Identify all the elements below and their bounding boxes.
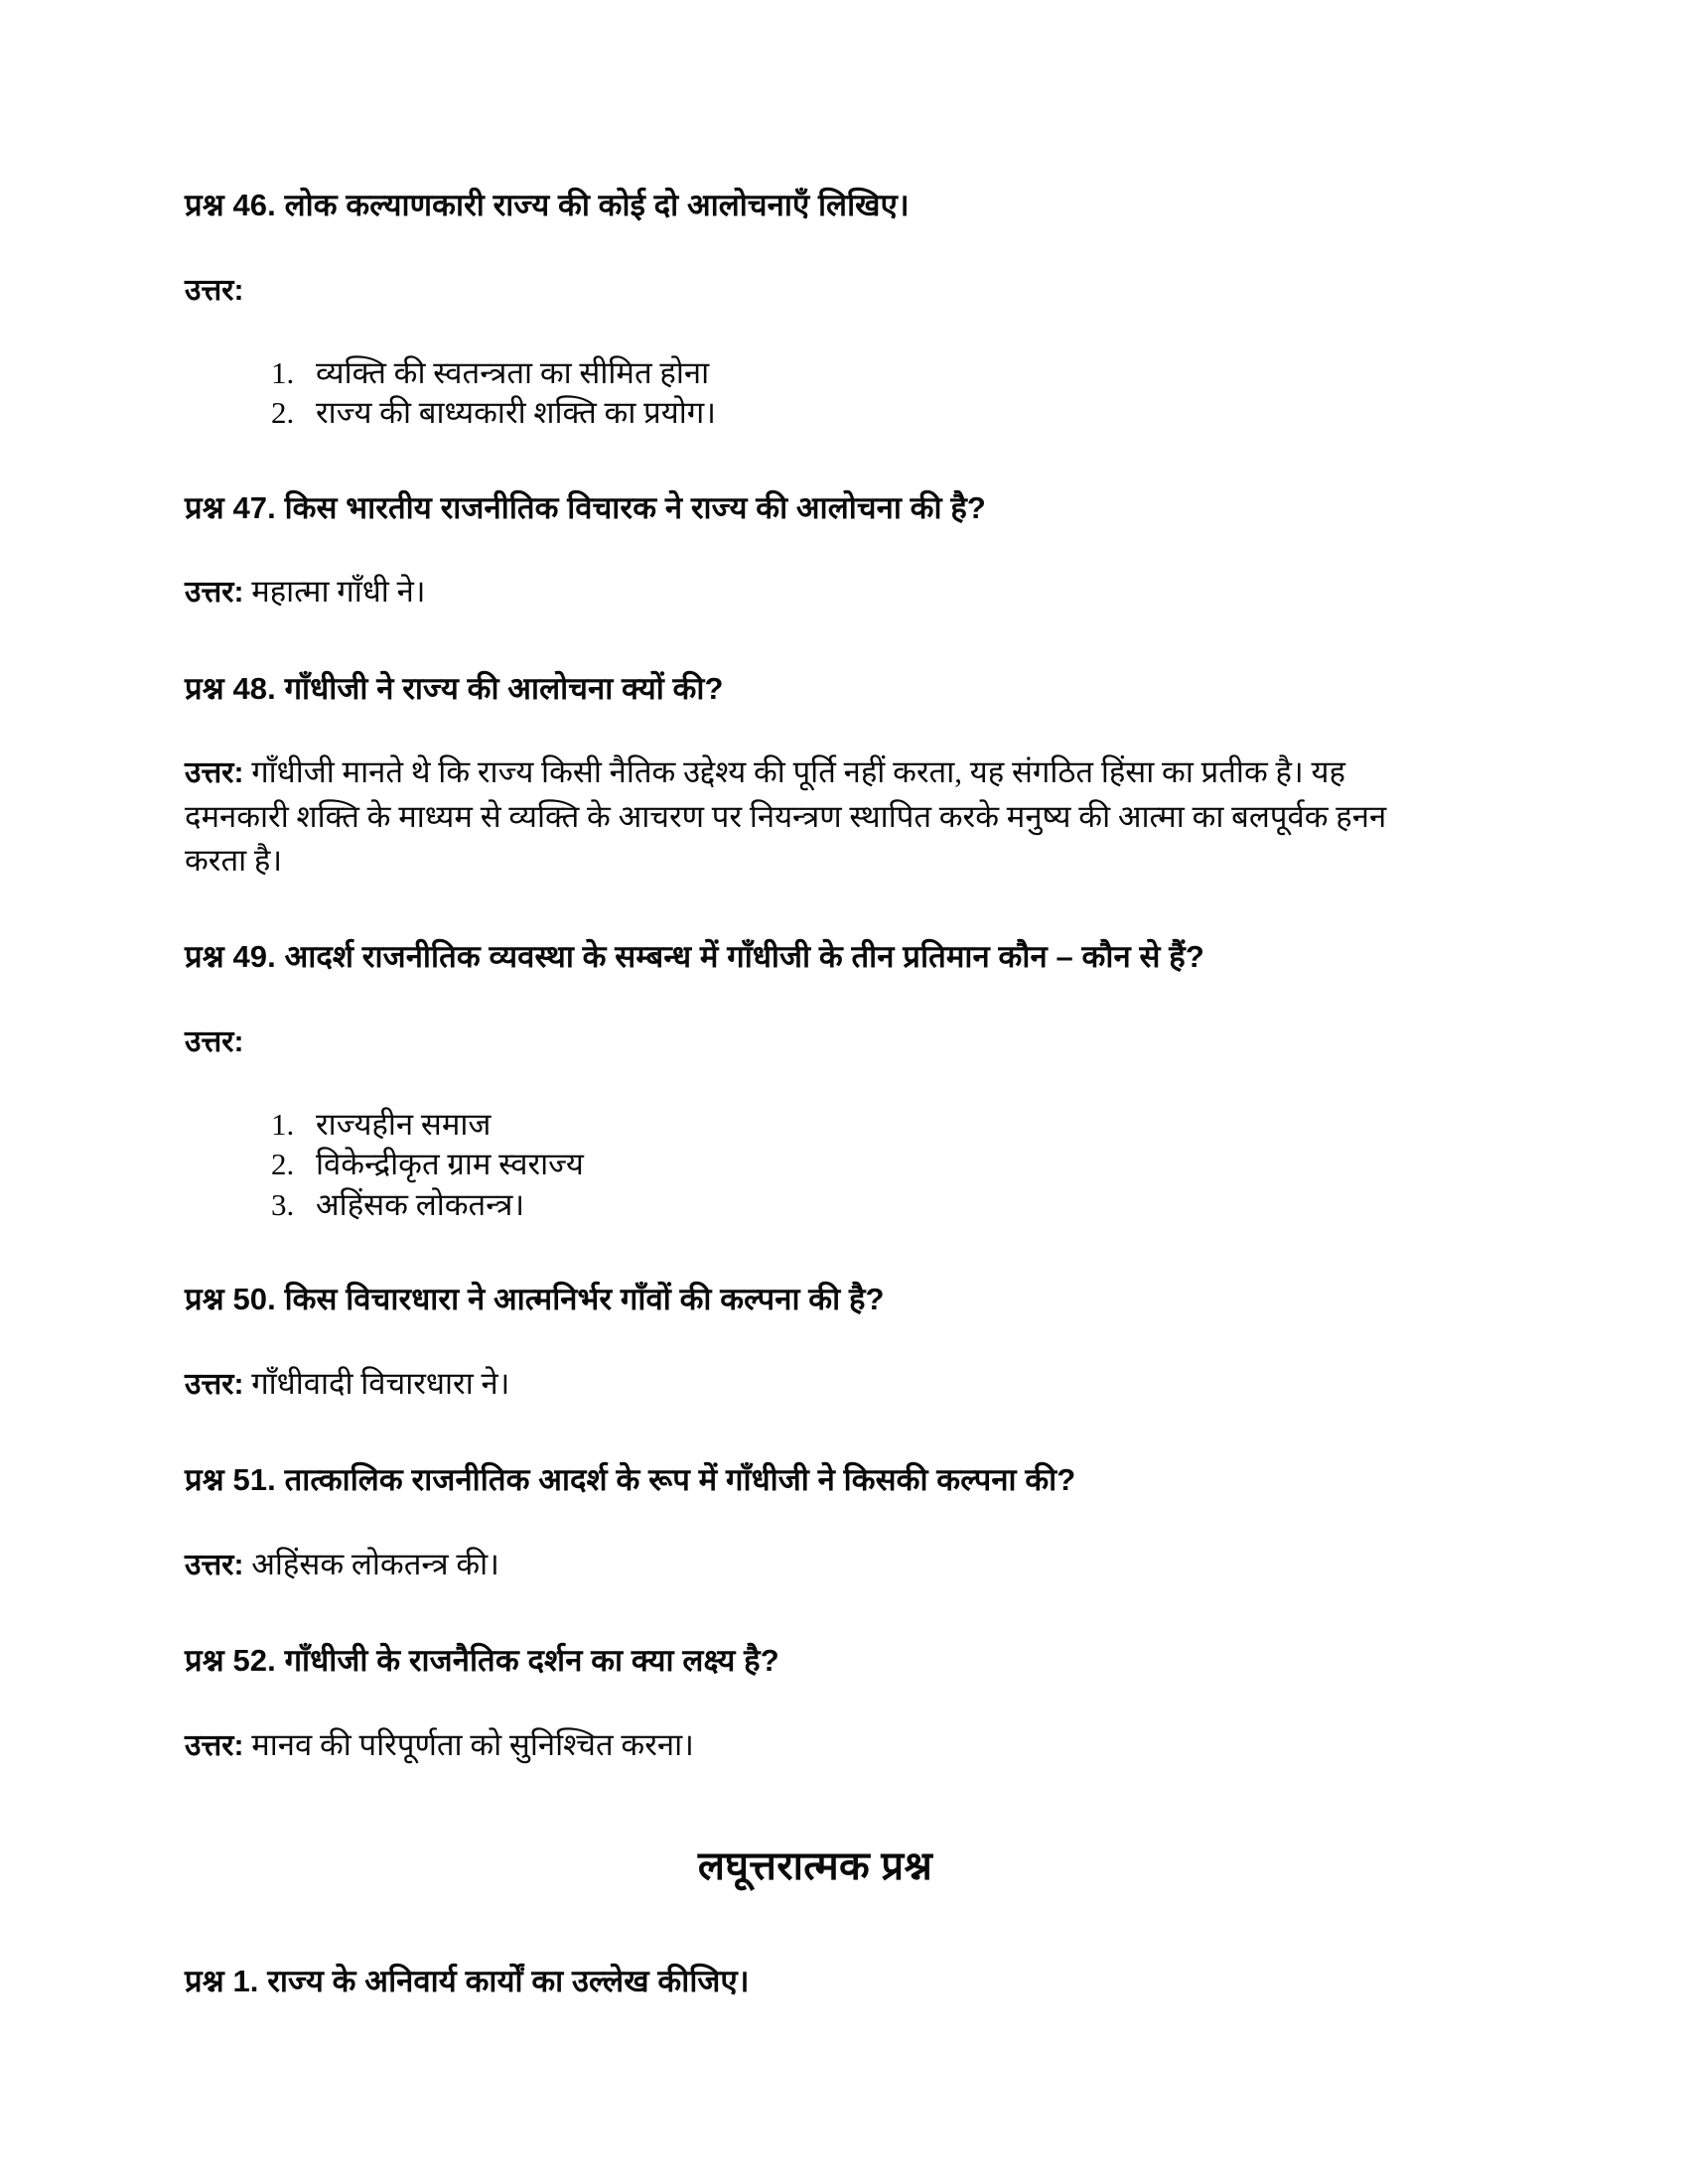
spacer	[185, 1891, 1446, 1961]
answer-body: गाँधीजी मानते थे कि राज्य किसी नैतिक उद्देश्य की पूर्ति नहीं करता, यह संगठित हिंसा का प्रतीक है। यह दमनकारी शक्ति के माध्यम से व्यक्ति के आचरण पर नियन्त्रण स्थापित करके मनुष्य की आत्मा का बलपूर्वक हनन करता है।	[185, 754, 1387, 878]
question-heading-48: प्रश्न 48. गाँधीजी ने राज्य की आलोचना क्यों की?	[185, 670, 724, 706]
spacer	[185, 434, 1446, 487]
answer-list-49	[185, 1105, 1446, 1225]
answer-label-text: उत्तर:	[185, 1024, 244, 1058]
spacer	[185, 614, 1446, 668]
spacer	[185, 883, 1446, 936]
spacer	[185, 1586, 1446, 1640]
spacer	[185, 1225, 1446, 1279]
spacer	[185, 1767, 1446, 1837]
spacer	[185, 978, 1446, 1020]
answer-label-text: उत्तर:	[185, 1728, 244, 1762]
list-item: 2. राज्य की बाध्यकारी शक्ति का प्रयोग।	[302, 393, 1446, 433]
spacer	[185, 1501, 1446, 1543]
spacer	[185, 709, 1446, 751]
answer-label-text: उत्तर:	[185, 273, 244, 307]
list-item: 3. अहिंसक लोकतन्त्र।	[302, 1185, 1446, 1225]
list-item: 2. विकेन्द्रीकृत ग्राम स्वराज्य	[302, 1145, 1446, 1184]
question-heading-46: प्रश्न 46. लोक कल्याणकारी राज्य की कोई दो आलोचनाएँ लिखिए।	[185, 188, 910, 222]
document-content	[185, 185, 1446, 2002]
spacer	[185, 1320, 1446, 1362]
list-item: 1. व्यक्ति की स्वतन्त्रता का सीमित होना	[302, 353, 1446, 393]
section-heading: लघूत्तरात्मक प्रश्न	[697, 1844, 933, 1889]
answer-48	[185, 751, 1446, 883]
spacer	[185, 528, 1446, 570]
question-heading-47: प्रश्न 47. किस भारतीय राजनीतिक विचारक ने राज्य की आलोचना की है?	[185, 489, 986, 525]
answer-label-49	[185, 1020, 1446, 1064]
spacer	[185, 1682, 1446, 1723]
answer-label-text: उत्तर:	[185, 1548, 244, 1581]
answer-list-46	[185, 353, 1446, 434]
spacer	[185, 1063, 1446, 1105]
answer-51	[185, 1543, 1446, 1587]
spacer	[185, 312, 1446, 353]
answer-47	[185, 570, 1446, 614]
answer-label-text: उत्तर:	[185, 1367, 244, 1401]
spacer	[185, 226, 1446, 268]
spacer	[185, 1406, 1446, 1459]
answer-body: मानव की परिपूर्णता को सुनिश्चित करना।	[251, 1726, 694, 1762]
answer-label-text: उत्तर:	[185, 756, 244, 790]
answer-label-text: उत्तर:	[185, 576, 244, 610]
question-heading-50: प्रश्न 50. किस विचारधारा ने आत्मनिर्भर गाँवों की कल्पना की है?	[185, 1282, 885, 1317]
answer-body: गाँधीवादी विचारधारा ने।	[251, 1365, 510, 1401]
question-heading-51: प्रश्न 51. तात्कालिक राजनीतिक आदर्श के रूप में गाँधीजी ने किसकी कल्पना की?	[185, 1462, 1076, 1498]
answer-50	[185, 1362, 1446, 1407]
answer-52	[185, 1723, 1446, 1768]
question-heading-1: प्रश्न 1. राज्य के अनिवार्य कार्यों का उल्लेख कीजिए।	[185, 1964, 750, 1999]
list-item: 1. राज्यहीन समाज	[302, 1105, 1446, 1145]
question-heading-52: प्रश्न 52. गाँधीजी के राजनैतिक दर्शन का क्या लक्ष्य है?	[185, 1643, 779, 1679]
answer-body: अहिंसक लोकतन्त्र की।	[251, 1546, 499, 1581]
answer-label-46	[185, 268, 1446, 313]
answer-body: महात्मा गाँधी ने।	[251, 574, 426, 610]
question-heading-49: प्रश्न 49. आदर्श राजनीतिक व्यवस्था के सम्बन्ध में गाँधीजी के तीन प्रतिमान कौन – कौन से हैं?	[185, 939, 1204, 974]
